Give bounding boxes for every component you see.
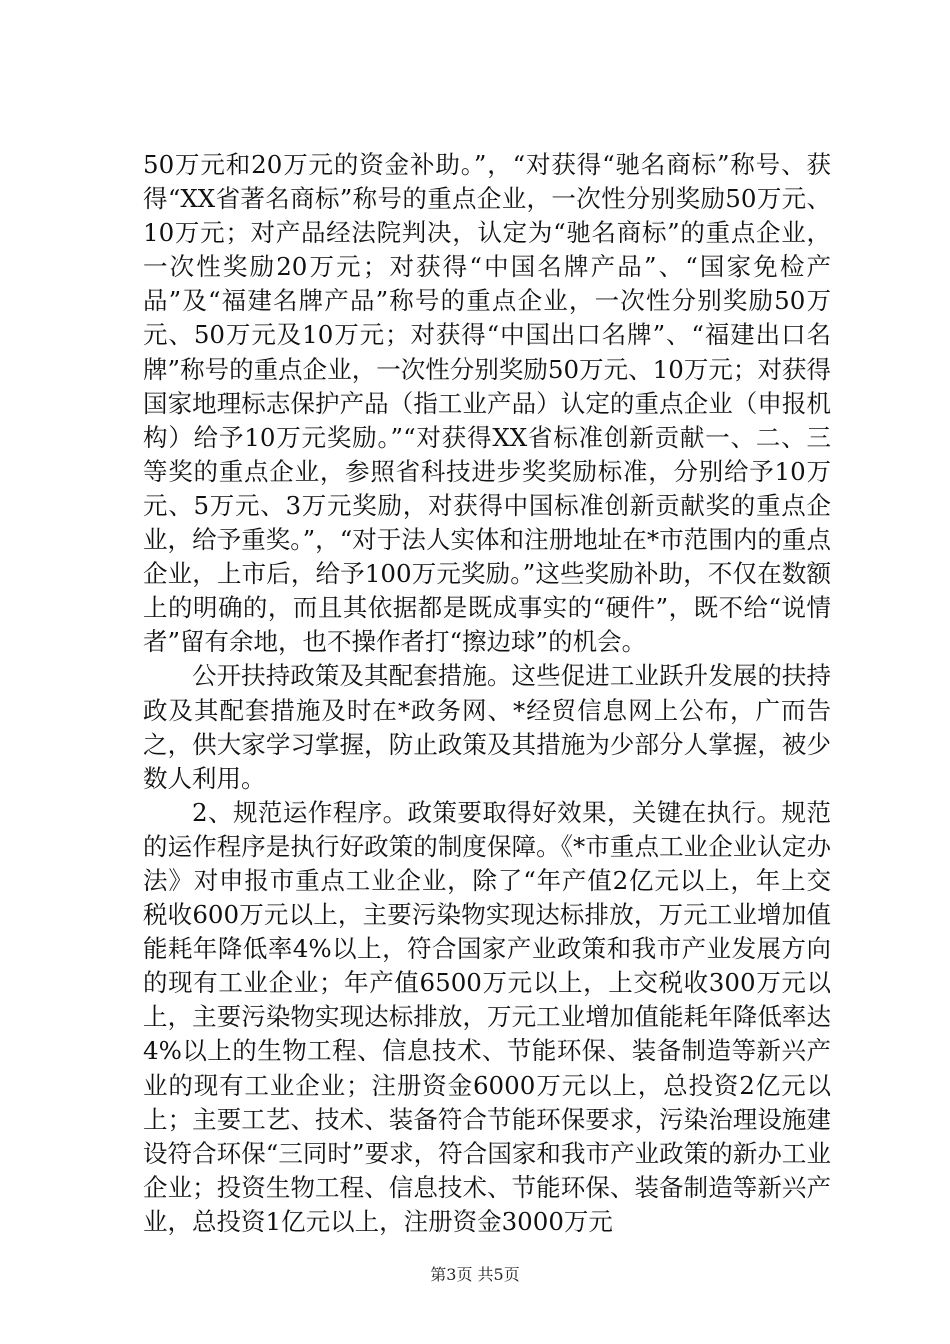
page-footer: 第3页 共5页 (430, 1265, 520, 1284)
paragraph-procedure: 2、规范运作程序。政策要取得好效果，关键在执行。规范的运作程序是执行好政策的制度保障。《*市重点工业企业认定办法》对申报市重点工业企业，除了“年产值2亿元以上，年上交税收600万元以上，主要污染物实现达标排放，万元工业增加值能耗年降低率4%以上，符合国家产业政策和我市产业发展方向的现有工业企业；年产值6500万元以上，上交税收300万元以上，主要污染物实现达标排放，万元工业增加值能耗年降低率达4%以上的生物工程、信息技术、节能环保、装备制造等新兴产业的现有工业企业；注册资金6000万元以上，总投资2亿元以上；主要工艺、技术、装备符合节能环保要求，污染治理设施建设符合环保“三同时”要求，符合国家和我市产业政策的新办工业企业；投资生物工程、信息技术、节能环保、装备制造等新兴产业，总投资1亿元以上，注册资金3000万元 (143, 797, 831, 1236)
paragraph-rewards: 50万元和20万元的资金补助。”，“对获得“驰名商标”称号、获得“XX省著名商标”称号的重点企业，一次性分别奖励50万元、10万元；对产品经法院判决，认定为“驰名商标”的重点企业，一次性奖励20万元；对获得“中国名牌产品”、“国家免检产品”及“福建名牌产品”称号的重点企业，一次性分别奖励50万元、50万元及10万元；对获得“中国出口名牌”、“福建出口名牌”称号的重点企业，一次性分别奖励50万元、10万元；对获得国家地理标志保护产品（指工业产品）认定的重点企业（申报机构）给予10万元奖励。”“对获得XX省标准创新贡献一、二、三等奖的重点企业，参照省科技进步奖奖励标准，分别给予10万元、5万元、3万元奖励，对获得中国标准创新贡献奖的重点企业，给予重奖。”，“对于法人实体和注册地址在*市范围内的重点企业，上市后，给予100万元奖励。”这些奖励补助，不仅在数额上的明确的，而且其依据都是既成事实的“硬件”，既不给“说情者”留有余地，也不操作者打“擦边球”的机会。 (143, 150, 831, 657)
paragraph-policy-disclosure: 公开扶持政策及其配套措施。这些促进工业跃升发展的扶持政及其配套措施及时在*政务网、*经贸信息网上公布，广而告之，供大家学习掌握，防止政策及其措施为少部分人掌握，被少数人利用。 (143, 661, 831, 793)
document-body (143, 148, 831, 1239)
